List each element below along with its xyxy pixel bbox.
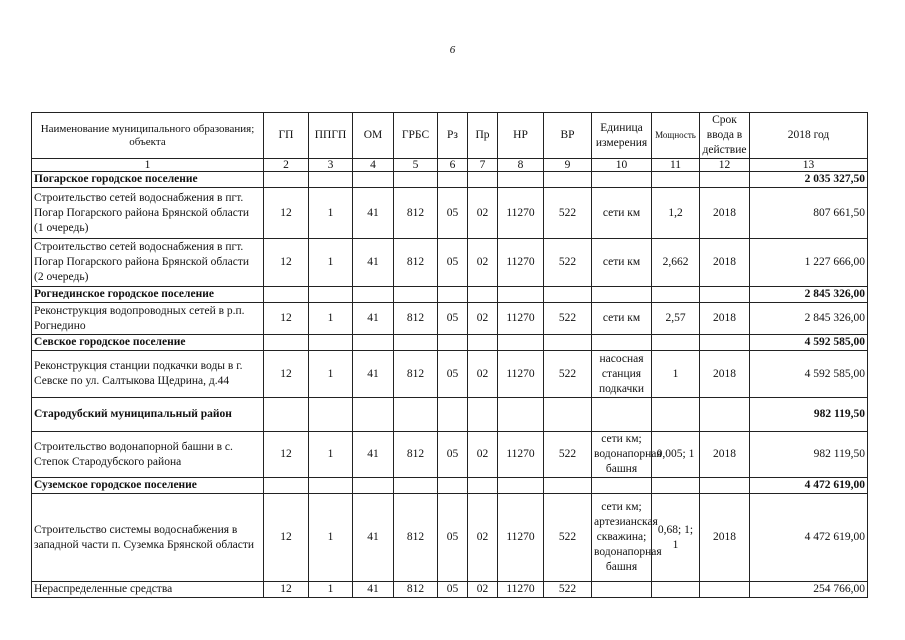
col-num: 4 <box>353 159 394 172</box>
header-gp: ГП <box>264 113 309 159</box>
section-name: Погарское городское поселение <box>32 172 264 188</box>
cell-year: 2018 <box>700 188 750 239</box>
cell-ppgp: 1 <box>309 303 353 335</box>
cell-capacity: 0,005; 1 <box>652 432 700 478</box>
section-row <box>32 172 868 188</box>
cell-grbs: 812 <box>394 494 438 582</box>
cell-gp: 12 <box>264 239 309 287</box>
cell-om: 41 <box>353 239 394 287</box>
cell-gp: 12 <box>264 582 309 598</box>
col-num: 12 <box>700 159 750 172</box>
col-num: 10 <box>592 159 652 172</box>
section-name: Севское городское поселение <box>32 335 264 351</box>
cell-pr: 02 <box>468 239 498 287</box>
header-unit: Единица измерения <box>592 113 652 159</box>
object-name: Строительство сетей водоснабжения в пгт. Погар Погарского района Брянской области (2 очередь) <box>32 239 264 287</box>
object-name: Реконструкция водопроводных сетей в р.п. Рогнедино <box>32 303 264 335</box>
cell-grbs: 812 <box>394 582 438 598</box>
cell-rz: 05 <box>438 582 468 598</box>
cell-vr: 522 <box>544 303 592 335</box>
cell-gp: 12 <box>264 351 309 398</box>
cell-ppgp: 1 <box>309 239 353 287</box>
col-num: 1 <box>32 159 264 172</box>
cell-pr: 02 <box>468 351 498 398</box>
cell-vr: 522 <box>544 188 592 239</box>
col-num: 11 <box>652 159 700 172</box>
col-num: 9 <box>544 159 592 172</box>
col-num: 3 <box>309 159 353 172</box>
section-row <box>32 478 868 494</box>
table-row <box>32 582 868 598</box>
cell-gp: 12 <box>264 432 309 478</box>
header-grbs: ГРБС <box>394 113 438 159</box>
cell-om: 41 <box>353 432 394 478</box>
section-amount: 2 845 326,00 <box>750 287 868 303</box>
cell-gp: 12 <box>264 303 309 335</box>
cell-pr: 02 <box>468 494 498 582</box>
section-name: Суземское городское поселение <box>32 478 264 494</box>
cell-gp: 12 <box>264 494 309 582</box>
table-row <box>32 494 868 582</box>
cell-rz: 05 <box>438 188 468 239</box>
cell-rz: 05 <box>438 303 468 335</box>
cell-nr: 11270 <box>498 582 544 598</box>
col-num: 13 <box>750 159 868 172</box>
cell-vr: 522 <box>544 494 592 582</box>
cell-om: 41 <box>353 582 394 598</box>
section-amount: 982 119,50 <box>750 398 868 432</box>
section-name: Стародубский муниципальный район <box>32 398 264 432</box>
cell-nr: 11270 <box>498 188 544 239</box>
cell-vr: 522 <box>544 351 592 398</box>
cell-rz: 05 <box>438 494 468 582</box>
header-capacity: Мощность <box>652 113 700 159</box>
cell-ppgp: 1 <box>309 351 353 398</box>
cell-om: 41 <box>353 303 394 335</box>
cell-nr: 11270 <box>498 432 544 478</box>
table-row <box>32 351 868 398</box>
cell-grbs: 812 <box>394 239 438 287</box>
section-amount: 4 592 585,00 <box>750 335 868 351</box>
cell-rz: 05 <box>438 432 468 478</box>
header-vr: ВР <box>544 113 592 159</box>
cell-amount: 4 592 585,00 <box>750 351 868 398</box>
section-amount: 4 472 619,00 <box>750 478 868 494</box>
cell-capacity: 2,57 <box>652 303 700 335</box>
cell-nr: 11270 <box>498 494 544 582</box>
cell-rz: 05 <box>438 351 468 398</box>
section-row <box>32 287 868 303</box>
page-number: 6 <box>449 44 456 56</box>
cell-vr: 522 <box>544 432 592 478</box>
header-name: Наименование муниципального образования; объекта <box>32 113 264 159</box>
cell-unit: насосная станция подкачки <box>592 351 652 398</box>
section-amount: 2 035 327,50 <box>750 172 868 188</box>
cell-capacity: 1 <box>652 351 700 398</box>
cell-unit: сети км; артезианская скважина; водонапорная башня <box>592 494 652 582</box>
cell-vr: 522 <box>544 582 592 598</box>
object-name: Строительство водонапорной башни в с. Степок Стародубского района <box>32 432 264 478</box>
object-name: Строительство системы водоснабжения в западной части п. Суземка Брянской области <box>32 494 264 582</box>
cell-amount: 4 472 619,00 <box>750 494 868 582</box>
object-name: Нераспределенные средства <box>32 582 264 598</box>
cell-year <box>700 582 750 598</box>
section-row <box>32 335 868 351</box>
cell-year: 2018 <box>700 432 750 478</box>
header-nr: НР <box>498 113 544 159</box>
header-year-in-service: Срок ввода в действие <box>700 113 750 159</box>
cell-amount: 1 227 666,00 <box>750 239 868 287</box>
cell-pr: 02 <box>468 582 498 598</box>
column-number-row <box>32 159 868 172</box>
table-row <box>32 239 868 287</box>
cell-grbs: 812 <box>394 351 438 398</box>
col-num: 5 <box>394 159 438 172</box>
cell-nr: 11270 <box>498 303 544 335</box>
cell-unit: сети км <box>592 188 652 239</box>
cell-year: 2018 <box>700 303 750 335</box>
cell-om: 41 <box>353 351 394 398</box>
cell-unit: сети км <box>592 239 652 287</box>
col-num: 6 <box>438 159 468 172</box>
cell-ppgp: 1 <box>309 582 353 598</box>
col-num: 2 <box>264 159 309 172</box>
cell-om: 41 <box>353 188 394 239</box>
header-rz: Рз <box>438 113 468 159</box>
header-2018: 2018 год <box>750 113 868 159</box>
cell-unit: сети км <box>592 303 652 335</box>
object-name: Строительство сетей водоснабжения в пгт. Погар Погарского района Брянской области (1 очередь) <box>32 188 264 239</box>
header-om: ОМ <box>353 113 394 159</box>
cell-capacity <box>652 582 700 598</box>
table-row <box>32 432 868 478</box>
cell-year: 2018 <box>700 351 750 398</box>
section-row <box>32 398 868 432</box>
budget-table <box>31 112 868 598</box>
cell-pr: 02 <box>468 188 498 239</box>
cell-nr: 11270 <box>498 239 544 287</box>
cell-vr: 522 <box>544 239 592 287</box>
header-row <box>32 113 868 159</box>
table-row <box>32 188 868 239</box>
cell-unit <box>592 582 652 598</box>
cell-rz: 05 <box>438 239 468 287</box>
cell-pr: 02 <box>468 432 498 478</box>
cell-amount: 2 845 326,00 <box>750 303 868 335</box>
cell-om: 41 <box>353 494 394 582</box>
cell-grbs: 812 <box>394 432 438 478</box>
cell-grbs: 812 <box>394 303 438 335</box>
header-pr: Пр <box>468 113 498 159</box>
cell-year: 2018 <box>700 494 750 582</box>
cell-unit: сети км; водонапорная башня <box>592 432 652 478</box>
col-num: 8 <box>498 159 544 172</box>
cell-nr: 11270 <box>498 351 544 398</box>
cell-ppgp: 1 <box>309 188 353 239</box>
cell-gp: 12 <box>264 188 309 239</box>
cell-amount: 982 119,50 <box>750 432 868 478</box>
cell-year: 2018 <box>700 239 750 287</box>
cell-capacity: 2,662 <box>652 239 700 287</box>
cell-capacity: 0,68; 1; 1 <box>652 494 700 582</box>
cell-amount: 807 661,50 <box>750 188 868 239</box>
cell-ppgp: 1 <box>309 432 353 478</box>
cell-ppgp: 1 <box>309 494 353 582</box>
table-row <box>32 303 868 335</box>
object-name: Реконструкция станции подкачки воды в г. Севске по ул. Салтыкова Щедрина, д.44 <box>32 351 264 398</box>
header-ppgp: ППГП <box>309 113 353 159</box>
cell-pr: 02 <box>468 303 498 335</box>
col-num: 7 <box>468 159 498 172</box>
cell-grbs: 812 <box>394 188 438 239</box>
cell-capacity: 1,2 <box>652 188 700 239</box>
section-name: Рогнединское городское поселение <box>32 287 264 303</box>
cell-amount: 254 766,00 <box>750 582 868 598</box>
